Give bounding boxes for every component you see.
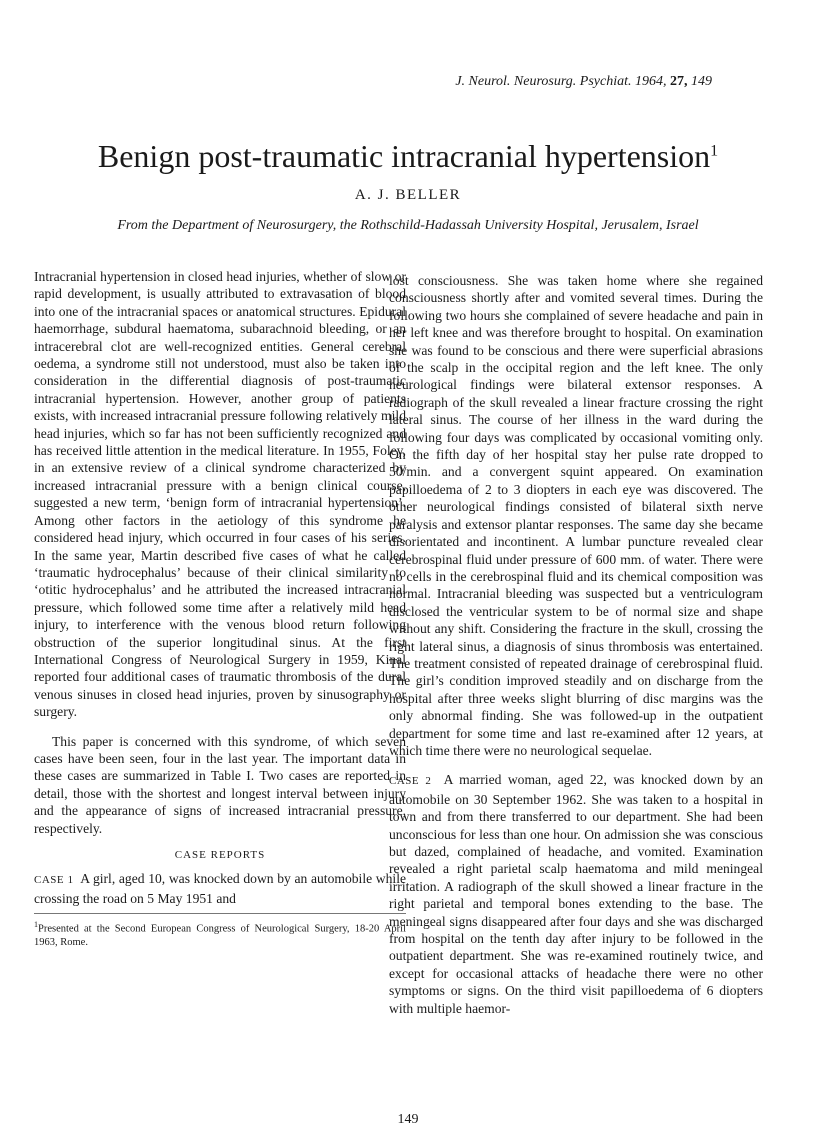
journal-reference [455, 74, 712, 90]
journal-year: 1964, [635, 74, 667, 89]
left-column [34, 268, 406, 949]
journal-page: 149 [691, 74, 712, 89]
footnote-text: Presented at the Second European Congress of Neurological Surgery, 18-20 April 1963, Rome. [34, 923, 406, 948]
article-title-text: Benign post-traumatic intracranial hypertension [97, 138, 711, 174]
intro-paragraph-1: Intracranial hypertension in closed head injuries, whether of slow or rapid development, is usually attributed to extravasation of blood into one of the intracranial spaces or anatomical structures. Epidural haemorrhage, subdural haematoma, subarachnoid bleeding, or an intracerebral clot are well-recognized entities. General cerebral oedema, a syndrome still not understood, must also be taken into consideration in the differential diagnosis of post-traumatic intracranial hypertension. However, another group of patients exists, with increased intracranial pressure following relatively mild head injuries, which so far has not been sufficiently recognized and has received little attention in the medical literature. In 1955, Foley, in an extensive review of a clinical syndrome characterized by increased intracranial pressure with a benign clinical course, suggested a new term, ‘benign form of intracranial hypertension’. Among other factors in the aetiology of this syndrome he considered head injury, which occurred in four cases of his series. In the same year, Martin described five cases of what he called ‘traumatic hydrocephalus’ because of their clinical similarity to ‘otitic hydrocephalus’ and he attributed the increased intracranial pressure, which followed some time after a relatively mild head injury, to interference with the venous blood return following obstruction of the superior longitudinal sinus. At the first International Congress of Neurological Surgery in 1959, Kinal reported four additional cases of traumatic thrombosis of the dural venous sinuses in closed head injuries, proven by sinusography or surgery. [34, 269, 406, 720]
author-name: A. J. BELLER [354, 187, 462, 203]
section-heading-case-reports: CASE REPORTS [174, 849, 266, 861]
right-column [389, 272, 763, 1017]
case-1-continuation: lost consciousness. She was taken home where she regained consciousness shortly after and vomited several times. During the following two hours she complained of severe headache and pain in her left knee and was therefore brought to hospital. On examination she was found to be conscious and there were superficial abrasions of the scalp in the occipital region and the left knee. The only neurological findings were bilateral extensor responses. A radiograph of the skull revealed a linear fracture crossing the right lateral sinus. The course of her illness in the ward during the following four days was complicated by occasional vomiting only. On the fifth day of her hospital stay her pulse rate dropped to 50/min. and a convergent squint appeared. On examination papilloedema of 2 to 3 diopters in each eye was discovered. The other neurological findings consisted of bilateral sixth nerve paralysis and extensor plantar responses. The same day she became disorientated and incontinent. A lumbar puncture revealed clear cerebrospinal fluid under pressure of 600 mm. of water. There were no cells in the cerebrospinal fluid and its chemical composition was normal. Intracranial bleeding was suspected but a ventriculogram disclosed the ventricular system to be of normal size and shape without any shift. Considering the fracture in the skull, crossing the right lateral sinus, a diagnosis of sinus thrombosis was entertained. The treatment consisted of repeated drainage of cerebrospinal fluid. The girl’s condition improved steadily and on discharge from the hospital after three weeks slight blurring of disc margins was the only abnormal finding. She was followed-up in the outpatient department for some time and last re-examined after 12 years, at which time there were no neurological sequelae. [389, 273, 763, 758]
title-footnote-mark: 1 [710, 142, 719, 160]
case-1-text: A girl, aged 10, was knocked down by an automobile while crossing the road on 5 May 1951 and [34, 871, 407, 906]
page-number: 149 [397, 1112, 419, 1127]
case-1-label: CASE 1 [34, 874, 74, 887]
journal-volume: 27, [670, 74, 688, 89]
footnote-divider [34, 913, 406, 914]
case-1-paragraph-start [34, 870, 406, 907]
article-title [0, 138, 816, 175]
author-affiliation: From the Department of Neurosurgery, the Rothschild-Hadassah University Hospital, Jerusalem, Israel [117, 218, 699, 233]
journal-name: J. Neurol. Neurosurg. Psychiat. [455, 74, 632, 89]
footnote-mark: 1 [34, 920, 38, 930]
case-2-text: A married woman, aged 22, was knocked down by an automobile on 30 September 1962. She was taken to a hospital in town and from there transferred to our department. She had been unconscious for less than one hour. On admission she was conscious but dazed, complained of headache, and vomited. Examination revealed a right parietal scalp haematoma and mild meningeal irritation. A radiograph of the skull showed a linear fracture in the right parietal and temporal bones extending to the base. The meningeal signs disappeared after four days and she was discharged from hospital on the tenth day after injury to be followed in the outpatient department. She was re-examined routinely twice, and except for occasional attacks of headache there were no other symptoms or signs. On the third visit papilloedema of 6 diopters with multiple haemor- [389, 772, 763, 1016]
case-2-paragraph [389, 771, 763, 1017]
case-2-label: CASE 2 [389, 775, 432, 788]
footnote [34, 918, 406, 949]
intro-paragraph-2: This paper is concerned with this syndrome, of which seven cases have been seen, four in the last year. The important data in these cases are summarized in Table I. Two cases are reported in detail, those with the shortest and longest interval between injury and the appearance of signs of increased intracranial pressure, respectively. [34, 733, 406, 836]
